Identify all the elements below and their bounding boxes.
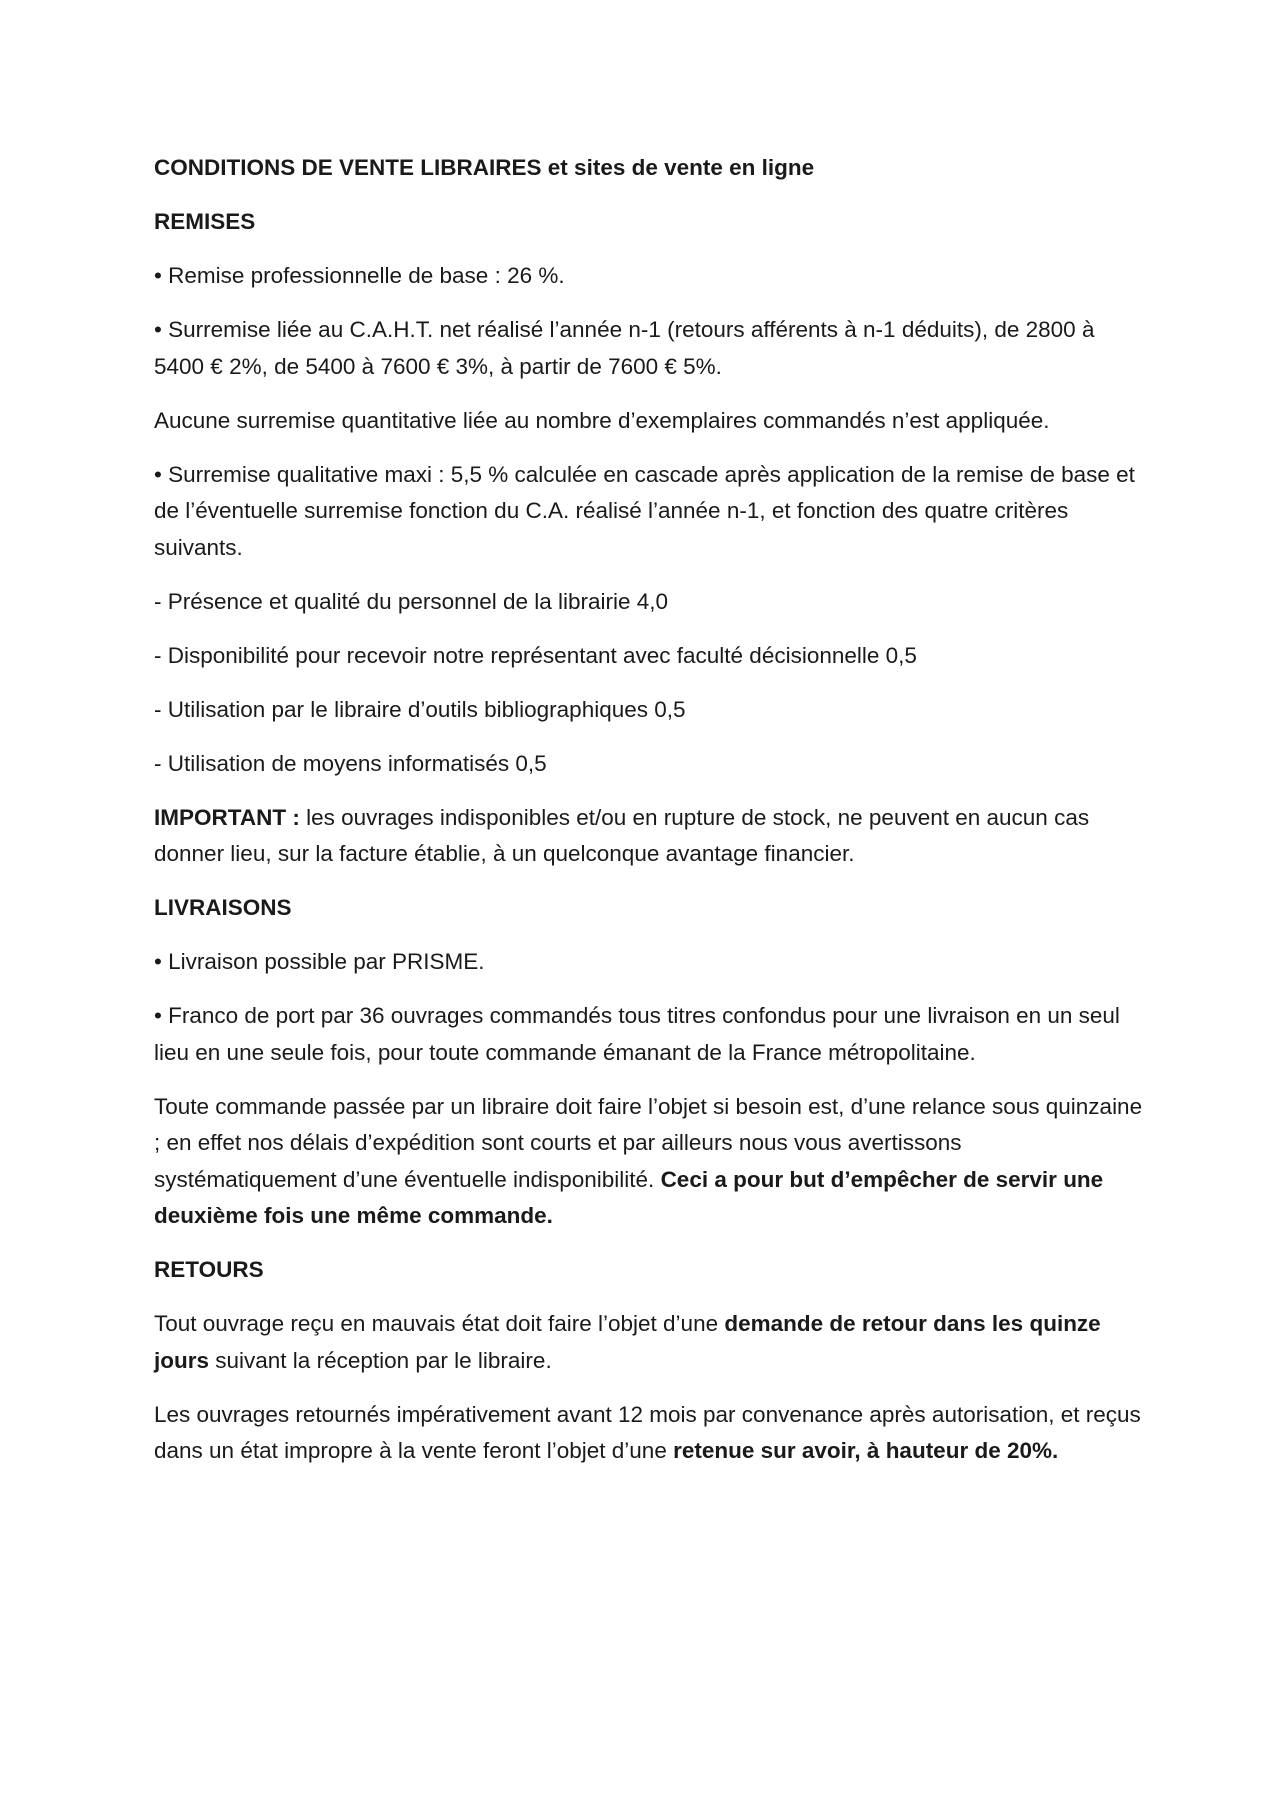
criteria-item: - Présence et qualité du personnel de la librairie 4,0	[154, 588, 669, 614]
retours-paragraph-2-text: Les ouvrages retournés impérativement avant 12 mois par convenance après autorisation, et reçus dans un état impropre à la vente feront l’objet d’une	[154, 1401, 1141, 1463]
remises-paragraph-3: Aucune surremise quantitative liée au nombre d’exemplaires commandés n’est appliquée.	[154, 407, 1050, 433]
important-label: IMPORTANT :	[154, 804, 300, 830]
remises-paragraph-4: • Surremise qualitative maxi : 5,5 % calculée en cascade après application de la remise de base et de l’éventuelle surremise fonction du C.A. réalisé l’année n-1, et fonction des quatre critères suivants.	[154, 461, 1135, 560]
retours-paragraph-1	[154, 1306, 1144, 1379]
remises-paragraph-2: • Surremise liée au C.A.H.T. net réalisé l’année n-1 (retours afférents à n-1 déduits), de 2800 à 5400 € 2%, de 5400 à 7600 € 3%, à partir de 7600 € 5%.	[154, 317, 1095, 379]
retours-paragraph-1-text-a: Tout ouvrage reçu en mauvais état doit faire l’objet d’une	[154, 1311, 725, 1336]
criteria-item: - Utilisation de moyens informatisés 0,5	[154, 750, 547, 776]
criteria-item: - Disponibilité pour recevoir notre représentant avec faculté décisionnelle 0,5	[154, 642, 917, 668]
document-title-rest: et sites de vente en ligne	[541, 155, 815, 180]
section-heading-remises: REMISES	[154, 209, 256, 234]
retours-paragraph-1-text-b: suivant la réception par le libraire.	[209, 1347, 552, 1373]
livraisons-paragraph-1: • Livraison possible par PRISME.	[154, 949, 485, 974]
document-title-bold: CONDITIONS DE VENTE LIBRAIRES	[154, 155, 542, 180]
section-heading-livraisons: LIVRAISONS	[154, 895, 292, 920]
livraisons-paragraph-3	[154, 1089, 1144, 1235]
remises-paragraph-1: • Remise professionnelle de base : 26 %.	[154, 263, 565, 288]
livraisons-paragraph-2: • Franco de port par 36 ouvrages commandés tous titres confondus pour une livraison en un seul lieu en une seule fois, pour toute commande émanant de la France métropolitaine.	[154, 1003, 1120, 1065]
important-text: les ouvrages indisponibles et/ou en rupture de stock, ne peuvent en aucun cas donner lieu, sur la facture établie, à un quelconque avantage financier.	[154, 804, 1090, 866]
criteria-item: - Utilisation par le libraire d’outils bibliographiques 0,5	[154, 696, 686, 722]
retours-paragraph-2-bold: retenue sur avoir, à hauteur de 20%.	[673, 1438, 1059, 1463]
livraisons-paragraph-3-text: Toute commande passée par un libraire doit faire l’objet si besoin est, d’une relance sous quinzaine ; en effet nos délais d’expédition sont courts et par ailleurs nous vous avertissons systématiquement d’une éventuelle indisponibilité.	[154, 1093, 1143, 1192]
document-page	[154, 150, 1144, 1487]
retours-paragraph-2	[154, 1397, 1144, 1470]
livraisons-paragraph-3-bold: Ceci a pour but d’empêcher de servir une deuxième fois une même commande.	[154, 1166, 1104, 1228]
document-title	[154, 150, 1144, 187]
section-heading-retours: RETOURS	[154, 1257, 264, 1282]
important-note	[154, 800, 1144, 873]
retours-paragraph-1-bold: demande de retour dans les quinze jours	[154, 1311, 1101, 1373]
